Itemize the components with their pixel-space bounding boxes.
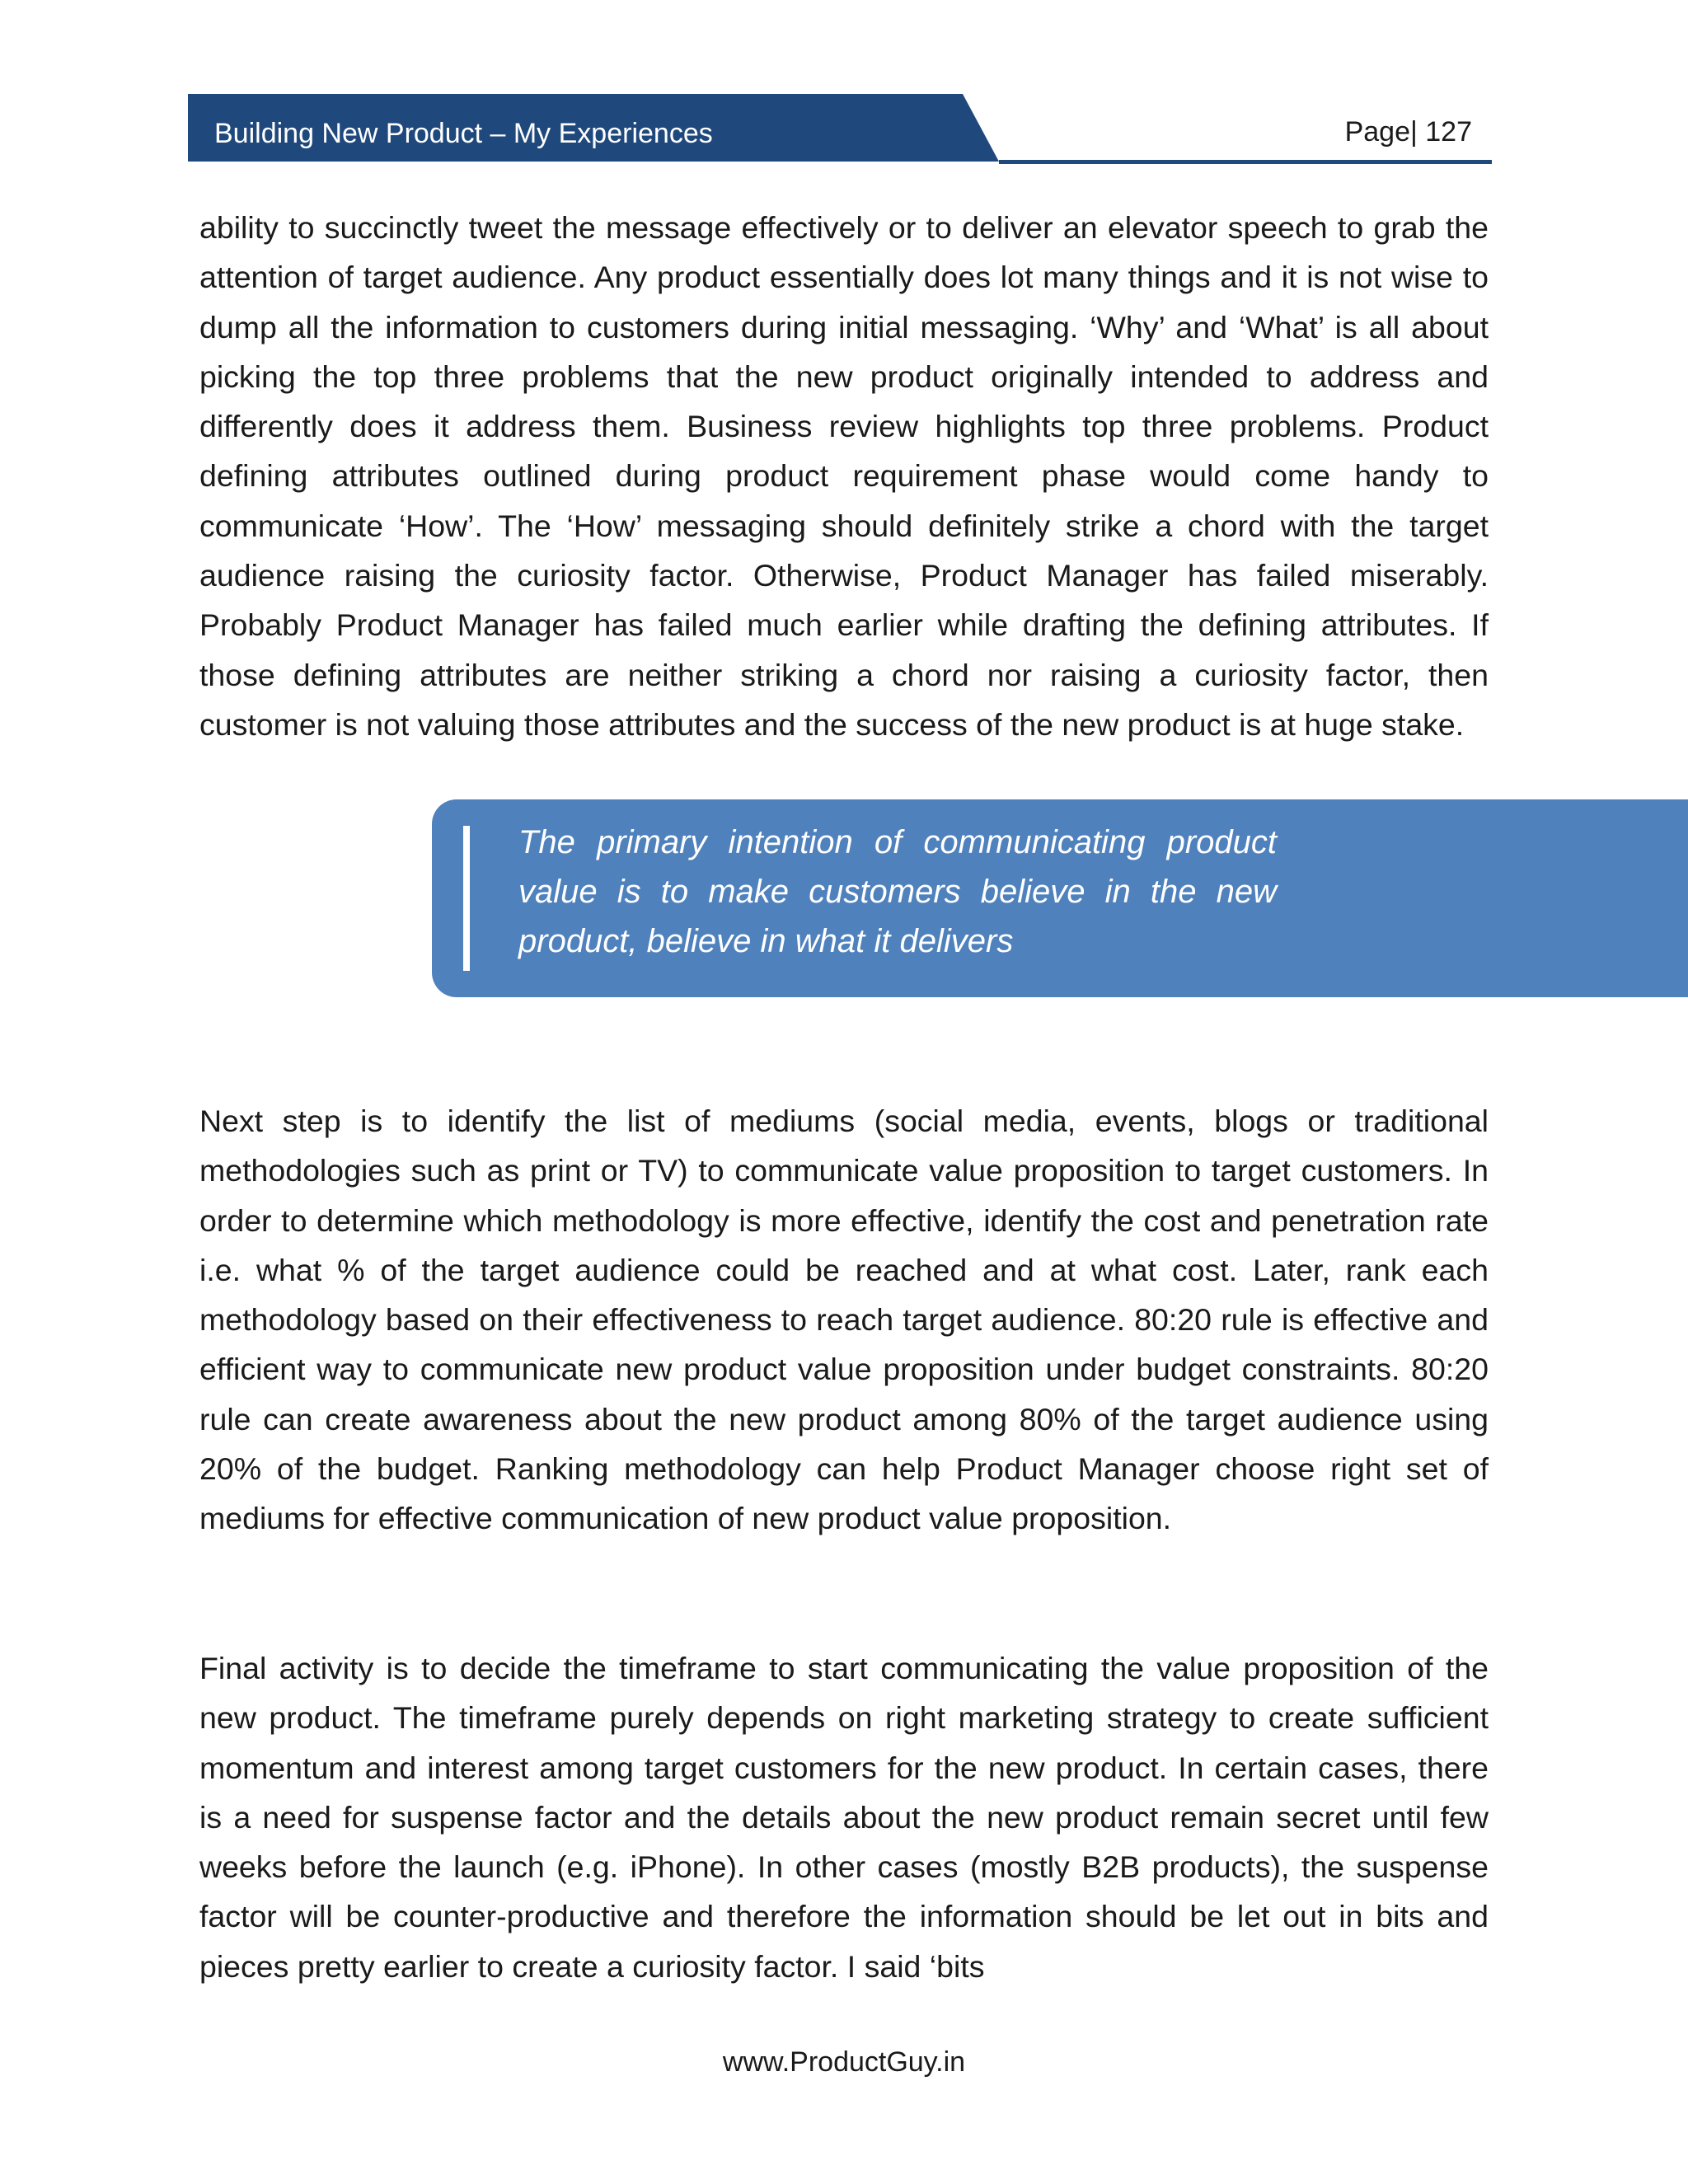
page-header (188, 94, 1492, 168)
footer-url: www.ProductGuy.in (722, 2046, 966, 2078)
header-underline (999, 160, 1492, 164)
pull-quote-text: The primary intention of communicating product value is to make customers believe in the new product, believe in what it delivers (518, 824, 1277, 959)
header-title: Building New Product – My Experiences (214, 118, 713, 149)
page-number: Page| 127 (1344, 116, 1472, 148)
body-paragraph-2: Next step is to identify the list of mediums (social media, events, blogs or traditional methodologies such as print or TV) to communicate value proposition to target customers. In order to determine which methodology is more effective, identify the cost and penetration rate i.e. what % of the target audience could be reached and at what cost. Later, rank each methodology based on their effectiveness to reach target audience. 80:20 rule is effective and efficient way to communicate new product value proposition under budget constraints. 80:20 rule can create awareness about the new product among 80% of the target audience using 20% of the budget. Ranking methodology can help Product Manager choose right set of mediums for effective communication of new product value proposition. (199, 1104, 1489, 1536)
body-paragraph-3: Final activity is to decide the timeframe to start communicating the value proposition of the new product. The timeframe purely depends on right marketing strategy to create sufficient momentum and interest among target customers for the new product. In certain cases, there is a need for suspense factor and the details about the new product remain secret until few weeks before the launch (e.g. iPhone). In other cases (mostly B2B products), the suspense factor will be counter-productive and therefore the information should be let out in bits and pieces pretty earlier to create a curiosity factor. I said ‘bits (199, 1651, 1489, 1984)
pull-quote-bar (463, 826, 470, 971)
body-paragraph-1: ability to succinctly tweet the message effectively or to deliver an elevator speech to grab the attention of target audience. Any product essentially does lot many things and it is not wise to dump all the information to customers during initial messaging. ‘Why’ and ‘What’ is all about picking the top three problems that the new product originally intended to address and differently does it address them. Business review highlights top three problems. Product defining attributes outlined during product requirement phase would come handy to communicate ‘How’. The ‘How’ messaging should definitely strike a chord with the target audience raising the curiosity factor. Otherwise, Product Manager has failed miserably. Probably Product Manager has failed much earlier while drafting the defining attributes. If those defining attributes are neither striking a chord nor raising a curiosity factor, then customer is not valuing those attributes and the success of the new product is at huge stake. (199, 210, 1489, 742)
pull-quote (432, 799, 1688, 997)
